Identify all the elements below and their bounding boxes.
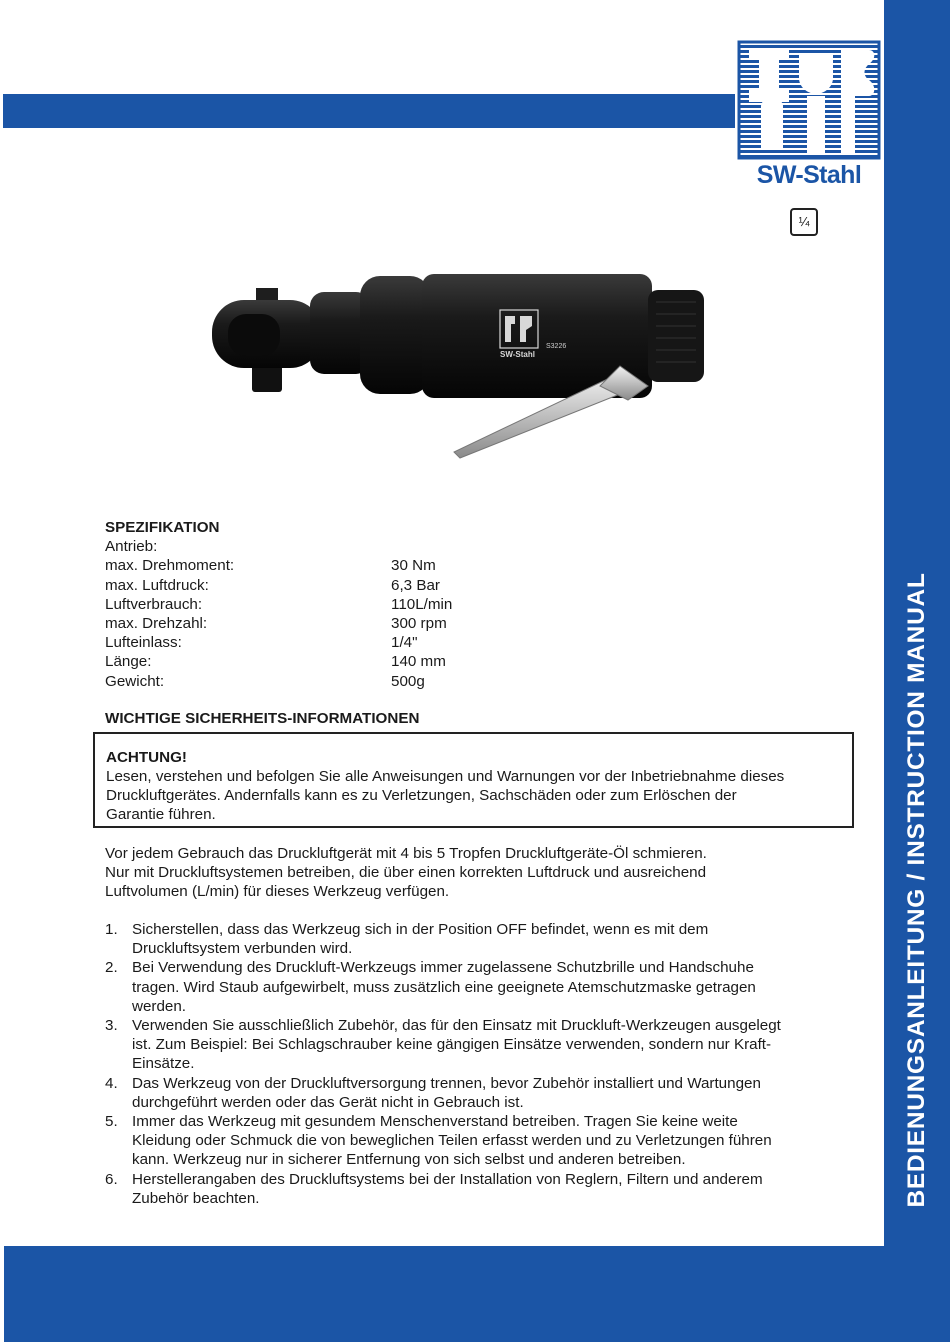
spec-value: 110L/min bbox=[391, 595, 453, 613]
spec-label: Gewicht: bbox=[105, 672, 165, 690]
intro-line: Vor jedem Gebrauch das Druckluftgerät mit 4 bis 5 Tropfen Druckluftgeräte-Öl schmieren. bbox=[105, 845, 707, 862]
list-item bbox=[105, 1074, 853, 1112]
sw-stahl-logo bbox=[737, 40, 881, 192]
warning-line: Lesen, verstehen und befolgen Sie alle Anweisungen und Warnungen vor der Inbetriebnahme dieses bbox=[106, 768, 785, 785]
step-line: Kleidung oder Schmuck die von beweglichen Teilen erfasst werden und zu Verletzungen führen bbox=[132, 1132, 772, 1150]
step-line: Einsätze. bbox=[132, 1055, 195, 1073]
step-line: Zubehör beachten. bbox=[132, 1189, 260, 1207]
list-item bbox=[105, 1170, 853, 1208]
step-line: Druckluftsystem verbunden wird. bbox=[132, 940, 353, 958]
step-number: 5. bbox=[105, 1113, 118, 1131]
safety-title: WICHTIGE SICHERHEITS-INFORMATIONEN bbox=[105, 709, 420, 727]
step-text bbox=[132, 958, 756, 1016]
step-line: Sicherstellen, dass das Werkzeug sich in der Position OFF befindet, wenn es mit dem bbox=[132, 921, 709, 938]
step-line: kann. Werkzeug nur in sicherer Entfernung von sich selbst und anderen betreiben. bbox=[132, 1151, 686, 1169]
safety-steps-list bbox=[105, 920, 853, 1208]
warning-line: Druckluftgerätes. Andernfalls kann es zu Verletzungen, Sachschäden oder zum Erlöschen der bbox=[106, 787, 737, 804]
spec-row bbox=[105, 556, 855, 575]
spec-value: 1/4" bbox=[391, 634, 418, 652]
manual-side-title: BEDIENUNGSANLEITUNG / INSTRUCTION MANUAL bbox=[903, 572, 930, 1208]
list-item bbox=[105, 958, 853, 1016]
list-item bbox=[105, 1112, 853, 1170]
photo-brand-print: SW-Stahl bbox=[500, 350, 535, 359]
list-item bbox=[105, 920, 853, 958]
step-line: Herstellerangaben des Druckluftsystems bei der Installation von Reglern, Filtern und anderem bbox=[132, 1170, 763, 1188]
step-text bbox=[132, 1016, 781, 1074]
spec-value: 30 Nm bbox=[391, 557, 436, 575]
spec-row bbox=[105, 672, 855, 691]
step-text bbox=[132, 1112, 772, 1170]
drive-size-badge: ¼ bbox=[790, 208, 818, 236]
step-text bbox=[132, 1074, 761, 1112]
step-text bbox=[132, 920, 708, 958]
photo-model-print: S3226 bbox=[546, 343, 567, 350]
logo-wordmark: SW-Stahl bbox=[756, 161, 862, 189]
spec-row bbox=[105, 614, 855, 633]
step-number: 2. bbox=[105, 959, 118, 977]
lubrication-intro bbox=[105, 844, 805, 902]
spec-value: 500g bbox=[391, 672, 425, 690]
spec-row bbox=[105, 576, 855, 595]
header-band bbox=[3, 94, 735, 128]
step-line: durchgeführt werden oder das Gerät nicht in Gebrauch ist. bbox=[132, 1093, 524, 1111]
spec-label: Antrieb: bbox=[105, 538, 158, 556]
warning-line: Garantie führen. bbox=[106, 806, 216, 823]
intro-line: Luftvolumen (L/min) für dieses Werkzeug verfügen. bbox=[105, 883, 450, 901]
specification-section bbox=[105, 518, 855, 728]
spec-value: 140 mm bbox=[391, 653, 446, 671]
step-line: Immer das Werkzeug mit gesundem Menschenverstand betreiben. Tragen Sie keine weite bbox=[132, 1113, 738, 1131]
spec-value: 6,3 Bar bbox=[391, 576, 440, 594]
spec-table bbox=[105, 537, 855, 691]
step-line: Bei Verwendung des Druckluft-Werkzeugs immer zugelassene Schutzbrille und Handschuhe bbox=[132, 959, 754, 977]
step-line: ist. Zum Beispiel: Bei Schlagschrauber keine gängigen Einsätze verwenden, sondern nur Kraft- bbox=[132, 1036, 772, 1054]
step-number: 6. bbox=[105, 1170, 118, 1188]
spec-label: Länge: bbox=[105, 653, 152, 671]
spec-row bbox=[105, 633, 855, 652]
intro-line: Nur mit Druckluftsystemen betreiben, die über einen korrekten Luftdruck und ausreichend bbox=[105, 864, 707, 882]
step-number: 4. bbox=[105, 1074, 118, 1092]
step-line: Das Werkzeug von der Druckluftversorgung trennen, bevor Zubehör installiert und Wartungen bbox=[132, 1074, 761, 1092]
warning-box bbox=[93, 732, 854, 828]
spec-value: 300 rpm bbox=[391, 614, 447, 632]
step-number: 1. bbox=[105, 921, 118, 938]
spec-label: max. Luftdruck: bbox=[105, 576, 209, 594]
spec-label: max. Drehmoment: bbox=[105, 557, 235, 575]
step-text bbox=[132, 1170, 763, 1208]
step-line: werden. bbox=[132, 997, 187, 1015]
spec-label: Luftverbrauch: bbox=[105, 595, 203, 613]
spec-label: Lufteinlass: bbox=[105, 634, 182, 652]
step-number: 3. bbox=[105, 1017, 118, 1035]
step-line: tragen. Wird Staub aufgewirbelt, muss zusätzlich eine geeignete Atemschutzmaske getragen bbox=[132, 978, 756, 996]
spec-label: max. Drehzahl: bbox=[105, 614, 208, 632]
air-ratchet-photo bbox=[200, 262, 720, 462]
step-line: Verwenden Sie ausschließlich Zubehör, das für den Einsatz mit Druckluft-Werkzeugen ausgelegt bbox=[132, 1017, 781, 1035]
spec-row bbox=[105, 537, 855, 556]
footer-band bbox=[4, 1246, 950, 1342]
spec-title: SPEZIFIKATION bbox=[105, 519, 220, 536]
warning-title: ACHTUNG! bbox=[106, 749, 187, 766]
spec-row bbox=[105, 595, 855, 614]
wrench-emblem-icon bbox=[737, 40, 881, 160]
list-item bbox=[105, 1016, 853, 1074]
spec-row bbox=[105, 652, 855, 671]
warning-text bbox=[106, 767, 852, 824]
